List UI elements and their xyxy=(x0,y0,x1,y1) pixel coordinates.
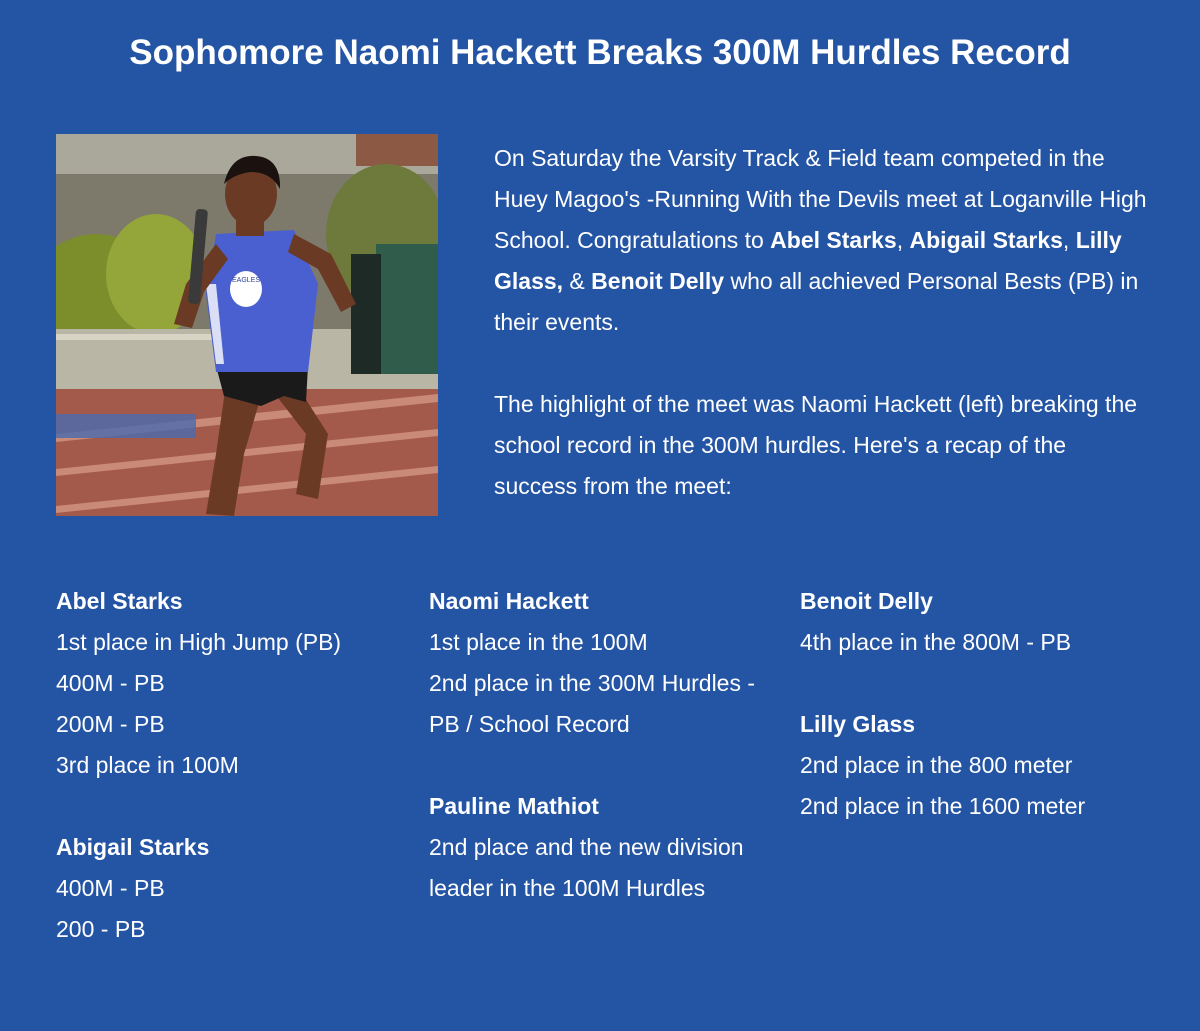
intro-text xyxy=(494,138,1154,507)
result-line: 400M - PB xyxy=(56,875,165,901)
separator: , xyxy=(1062,227,1076,253)
result-line: 400M - PB xyxy=(56,670,165,696)
result-line: 4th place in the 800M - PB xyxy=(800,629,1072,655)
separator: , xyxy=(896,227,910,253)
results-column-1 xyxy=(56,581,416,950)
result-line: 200 - PB xyxy=(56,916,146,942)
athlete-name: Lilly Glass xyxy=(800,711,916,737)
athlete-result-naomi-hackett xyxy=(429,581,759,745)
results-column-3 xyxy=(800,581,1160,827)
separator: & xyxy=(563,268,592,294)
athlete-result-lilly-glass xyxy=(800,704,1160,827)
result-line: 2nd place in the 300M Hurdles - PB / School Record xyxy=(429,670,756,737)
highlight-name: Lilly Glass, xyxy=(494,227,1122,294)
highlight-name: Benoit Delly xyxy=(591,268,725,294)
result-line: 1st place in the 100M xyxy=(429,629,648,655)
result-line: 200M - PB xyxy=(56,711,165,737)
jersey-text: EAGLES xyxy=(231,277,261,284)
athlete-photo-illustration xyxy=(56,134,438,516)
intro-paragraph-1 xyxy=(494,138,1154,343)
athlete-photo xyxy=(56,134,438,516)
athlete-result-benoit-delly xyxy=(800,581,1160,663)
results-column-2 xyxy=(429,581,759,909)
highlight-name: Abigail Starks xyxy=(909,227,1063,253)
result-line: 2nd place in the 800 meter xyxy=(800,752,1073,778)
athlete-name: Benoit Delly xyxy=(800,588,933,614)
intro-text-part: who all achieved Personal Bests (PB) in their events. xyxy=(494,268,1139,335)
athlete-result-abel-starks xyxy=(56,581,416,786)
athlete-name: Abel Starks xyxy=(56,588,183,614)
intro-text-part: On Saturday the Varsity Track & Field team competed in the Huey Magoo's -Running With the Devils meet at Loganville High School. Congratulations to xyxy=(494,145,1147,253)
result-line: 3rd place in 100M xyxy=(56,752,239,778)
athlete-name: Naomi Hackett xyxy=(429,588,589,614)
result-line: 1st place in High Jump (PB) xyxy=(56,629,342,655)
page-title: Sophomore Naomi Hackett Breaks 300M Hurdles Record xyxy=(129,33,1071,72)
intro-paragraph-2: The highlight of the meet was Naomi Hackett (left) breaking the school record in the 300M hurdles. Here's a recap of the success from the meet: xyxy=(494,391,1138,499)
result-line: 2nd place and the new division leader in the 100M Hurdles xyxy=(429,834,744,901)
athlete-result-abigail-starks xyxy=(56,827,416,950)
athlete-name: Abigail Starks xyxy=(56,834,210,860)
highlight-name: Abel Starks xyxy=(770,227,897,253)
athlete-name: Pauline Mathiot xyxy=(429,793,599,819)
result-line: 2nd place in the 1600 meter xyxy=(800,793,1086,819)
athlete-result-pauline-mathiot xyxy=(429,786,759,909)
